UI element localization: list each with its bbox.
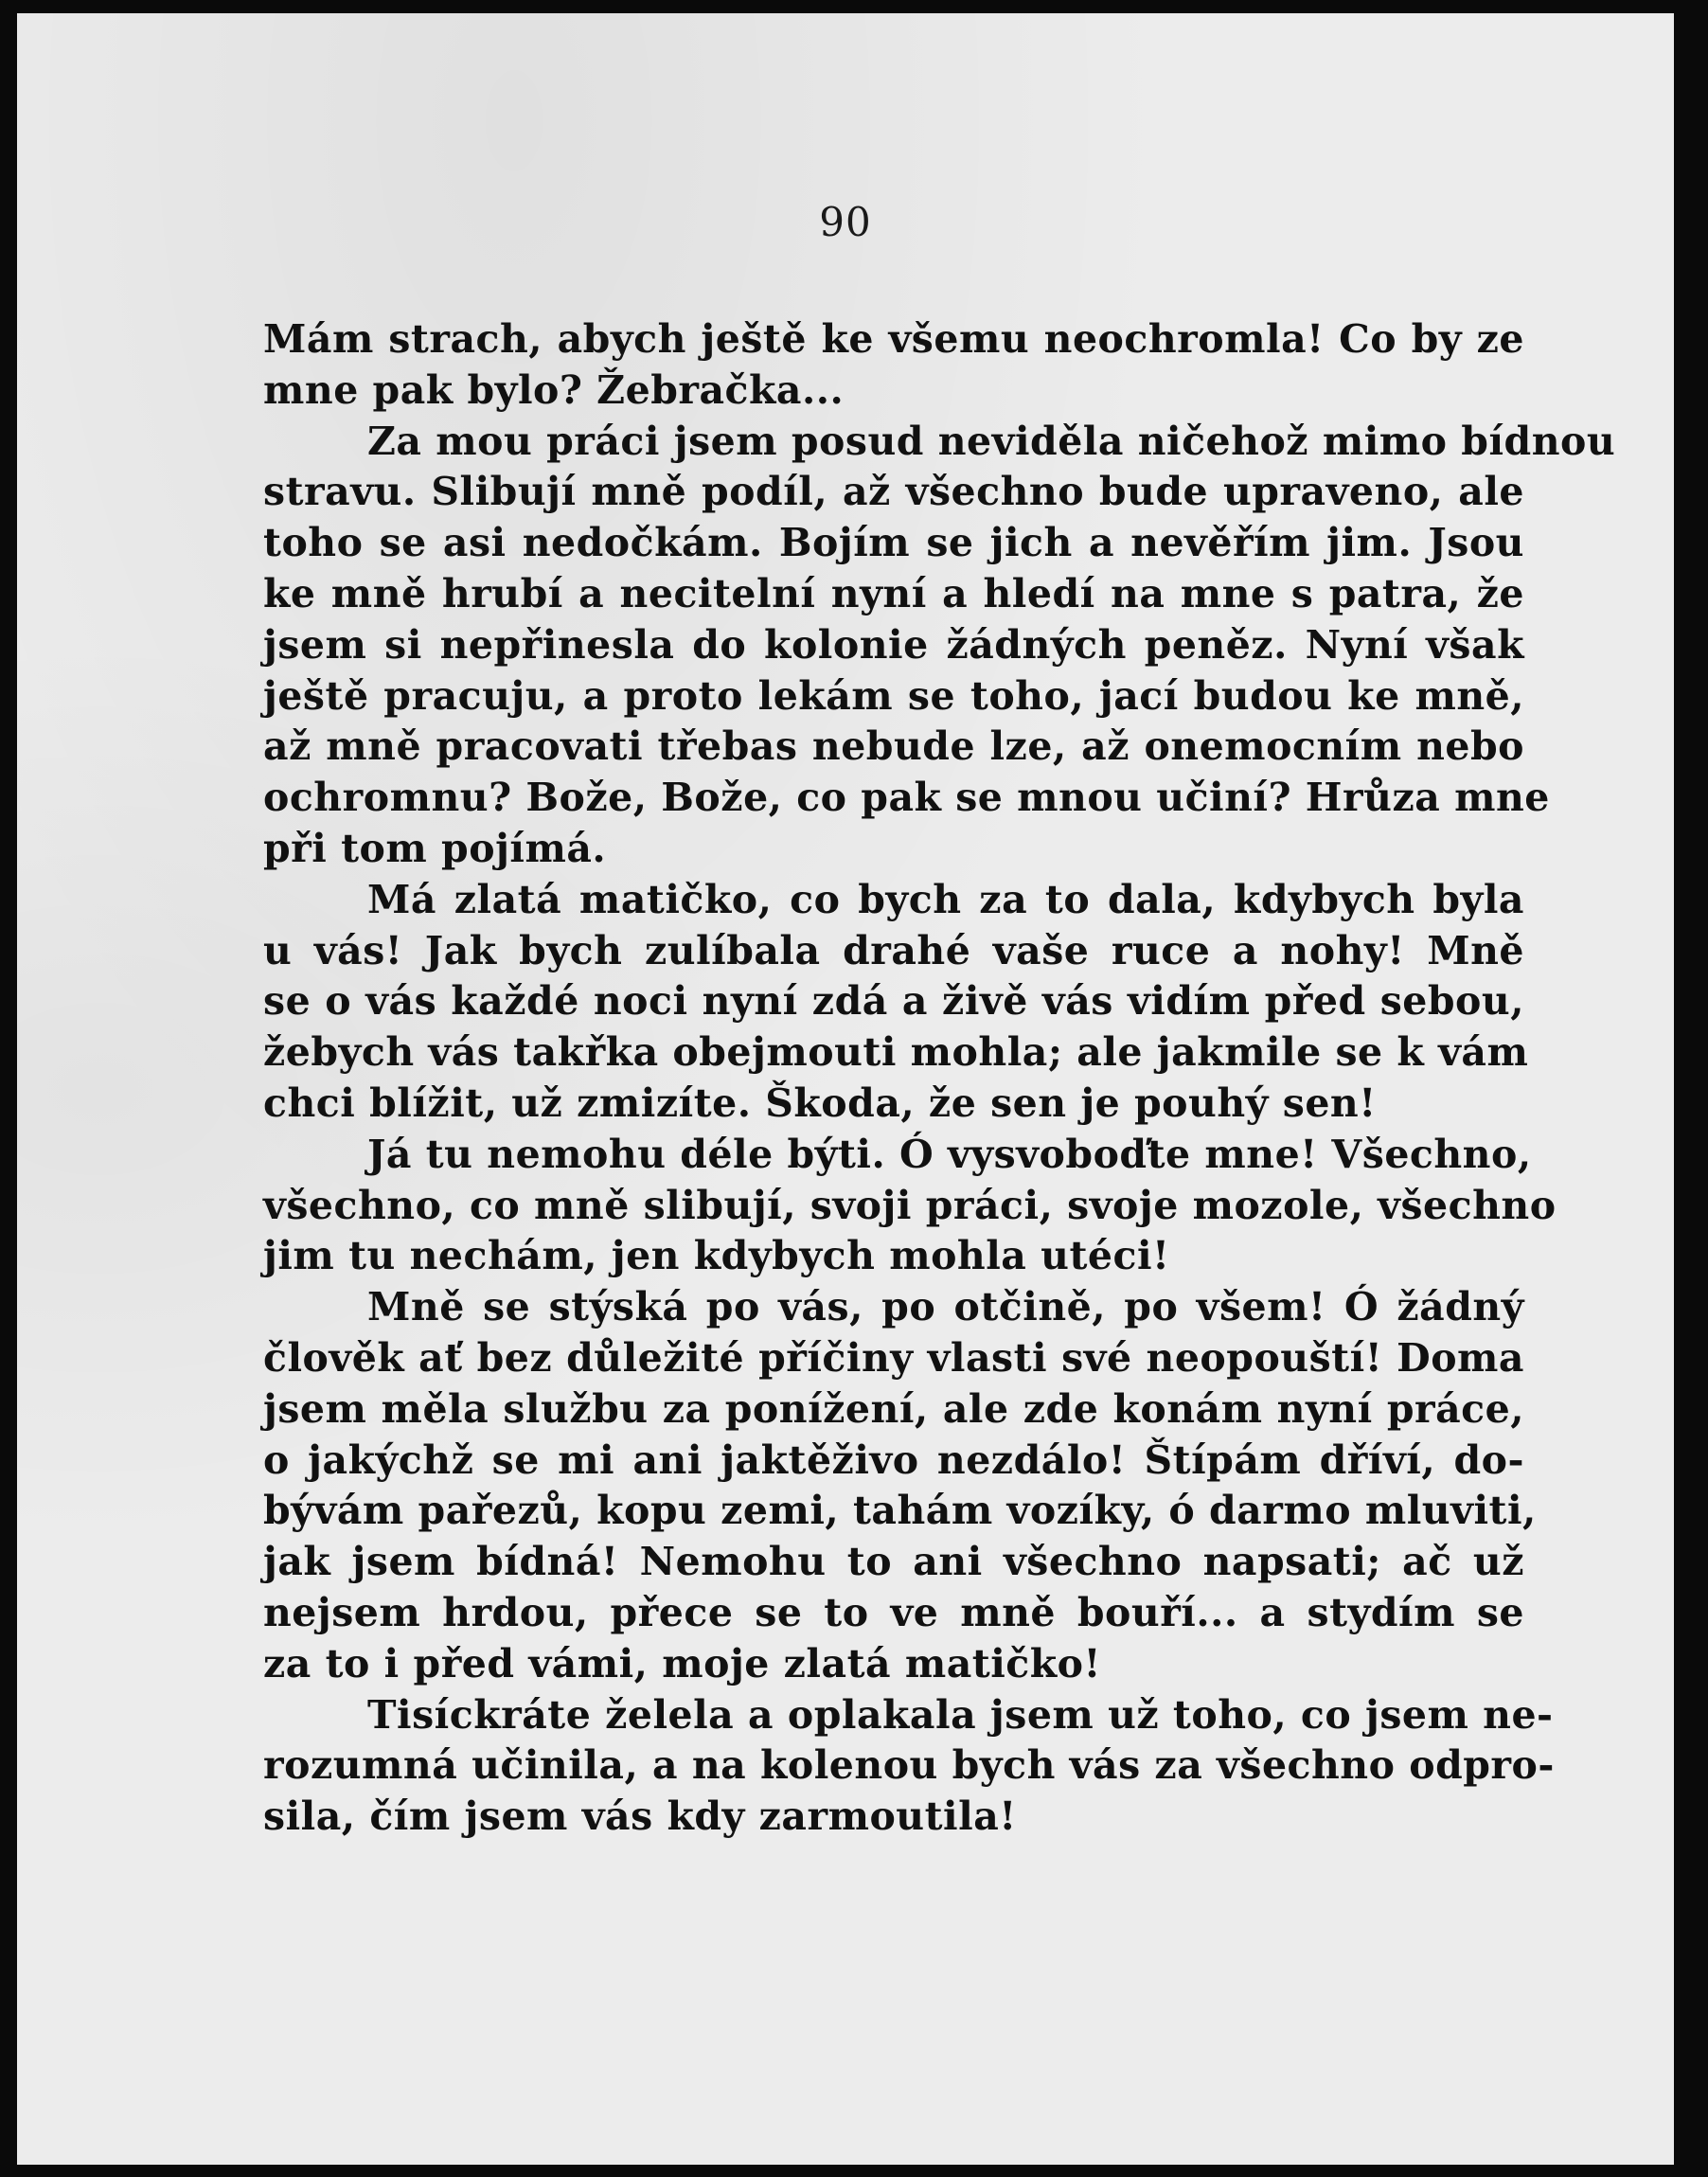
text-line: jak jsem bídná! Nemohu to ani všechno napsati; ač už [263, 1539, 1524, 1585]
text-line: sila, čím jsem vás kdy zarmoutila! [263, 1793, 1017, 1840]
paragraph [263, 314, 1524, 417]
text-line: stravu. Slibují mně podíl, až všechno bude upraveno, ale [263, 469, 1524, 515]
text-line: nejsem hrdou, přece se to ve mně bouří... a stydím se [263, 1589, 1524, 1635]
text-line: až mně pracovati třebas nebude lze, až onemocním nebo [263, 723, 1524, 770]
text-line: ke mně hrubí a necitelní nyní a hledí na mne s patra, že [263, 570, 1524, 616]
book-page [17, 13, 1674, 2165]
text-line: za to i před vámi, moje zlatá matičko! [263, 1640, 1102, 1686]
text-line: ochromnu? Bože, Bože, co pak se mnou učiní? Hrůza mne [263, 775, 1550, 821]
text-line: jsem si nepřinesla do kolonie žádných peněz. Nyní však [263, 621, 1524, 668]
body-text [263, 314, 1616, 1843]
paragraph [263, 1282, 1537, 1689]
text-line: toho se asi nedočkám. Bojím se jich a nevěřím jim. Jsou [263, 520, 1524, 566]
text-line: člověk ať bez důležité příčiny vlasti své neopouští! Doma [263, 1334, 1524, 1381]
page-number: 90 [819, 199, 872, 245]
paragraph [263, 1690, 1555, 1843]
paragraph [263, 417, 1616, 875]
paragraph [263, 1130, 1557, 1282]
text-line: bývám pařezů, kopu zemi, tahám vozíky, ó darmo mluviti, [263, 1488, 1537, 1534]
text-line: Mám strach, abych ještě ke všemu neochromla! Co by ze [263, 316, 1524, 362]
text-line: o jakýchž se mi ani jaktěživo nezdálo! Štípám dříví, do- [263, 1436, 1524, 1483]
text-line: Má zlatá matičko, co bych za to dala, kdybych byla [367, 876, 1524, 922]
text-line: Mně se stýská po vás, po otčině, po všem! Ó žádný [367, 1284, 1524, 1330]
text-line: rozumná učinila, a na kolenou bych vás za všechno odpro- [263, 1742, 1555, 1789]
text-line: všechno, co mně slibují, svoji práci, svoje mozole, všechno [263, 1182, 1557, 1228]
text-line: při tom pojímá. [263, 825, 607, 871]
text-line: Tisíckráte želela a oplakala jsem už toho, co jsem ne- [367, 1691, 1554, 1738]
text-line: jim tu nechám, jen kdybych mohla utéci! [263, 1233, 1170, 1279]
paragraph [263, 875, 1529, 1130]
text-line: jsem měla službu za ponížení, ale zde konám nyní práce, [263, 1385, 1524, 1432]
text-line: ještě pracuju, a proto lekám se toho, jací budou ke mně, [263, 672, 1524, 719]
text-line: Já tu nemohu déle býti. Ó vysvoboďte mne! Všechno, [367, 1131, 1532, 1177]
text-line: u vás! Jak bych zulíbala drahé vaše ruce a nohy! Mně [263, 927, 1524, 973]
text-line: Za mou práci jsem posud neviděla ničehož mimo bídnou [367, 418, 1616, 464]
text-line: chci blížit, už zmizíte. Škoda, že sen je pouhý sen! [263, 1080, 1377, 1126]
text-line: se o vás každé noci nyní zdá a živě vás vidím před sebou, [263, 978, 1524, 1025]
text-line: mne pak bylo? Žebračka... [263, 366, 845, 413]
text-line: žebych vás takřka obejmouti mohla; ale jakmile se k vám [263, 1029, 1529, 1076]
